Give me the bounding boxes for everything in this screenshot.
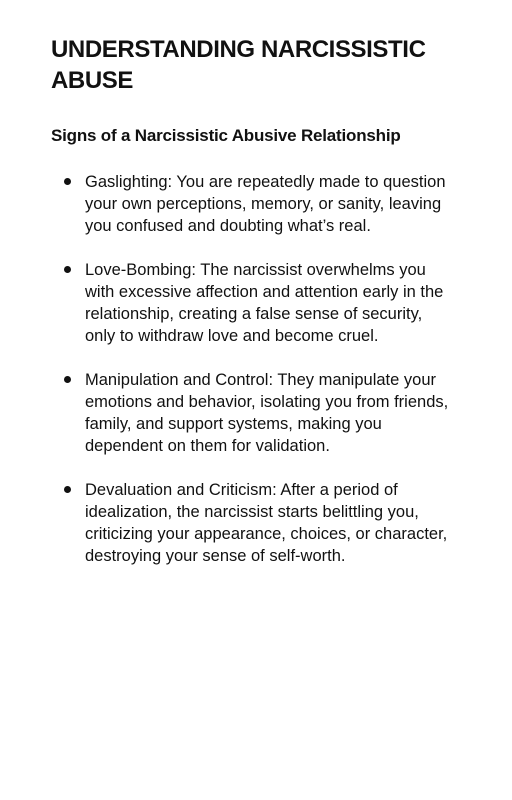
document-page [51,34,451,589]
list-item-love-bombing [51,259,451,347]
signs-list [51,171,451,567]
list-item-manipulation [51,369,451,457]
list-item-text: Devaluation and Criticism: After a period of idealization, the narcissist starts belittling you, criticizing your appearance, choices, or character, destroying your sense of self-worth. [85,481,448,565]
list-item-text: Gaslighting: You are repeatedly made to question your own perceptions, memory, or sanity, leaving you confused and doubting what’s real. [85,173,446,235]
list-item-text: Love-Bombing: The narcissist overwhelms you with excessive affection and attention early in the relationship, creating a false sense of security, only to withdraw love and become cruel. [85,261,444,345]
list-item-text: Manipulation and Control: They manipulate your emotions and behavior, isolating you from friends, family, and support systems, making you dependent on them for validation. [85,371,449,455]
list-item-gaslighting [51,171,451,237]
bullet-icon [64,266,71,273]
bullet-icon [64,486,71,493]
list-item-devaluation [51,479,451,567]
section-subtitle: Signs of a Narcissistic Abusive Relationship [51,126,401,145]
bullet-icon [64,376,71,383]
page-title: UNDERSTANDING NARCISSISTIC ABUSE [51,36,426,94]
bullet-icon [64,178,71,185]
